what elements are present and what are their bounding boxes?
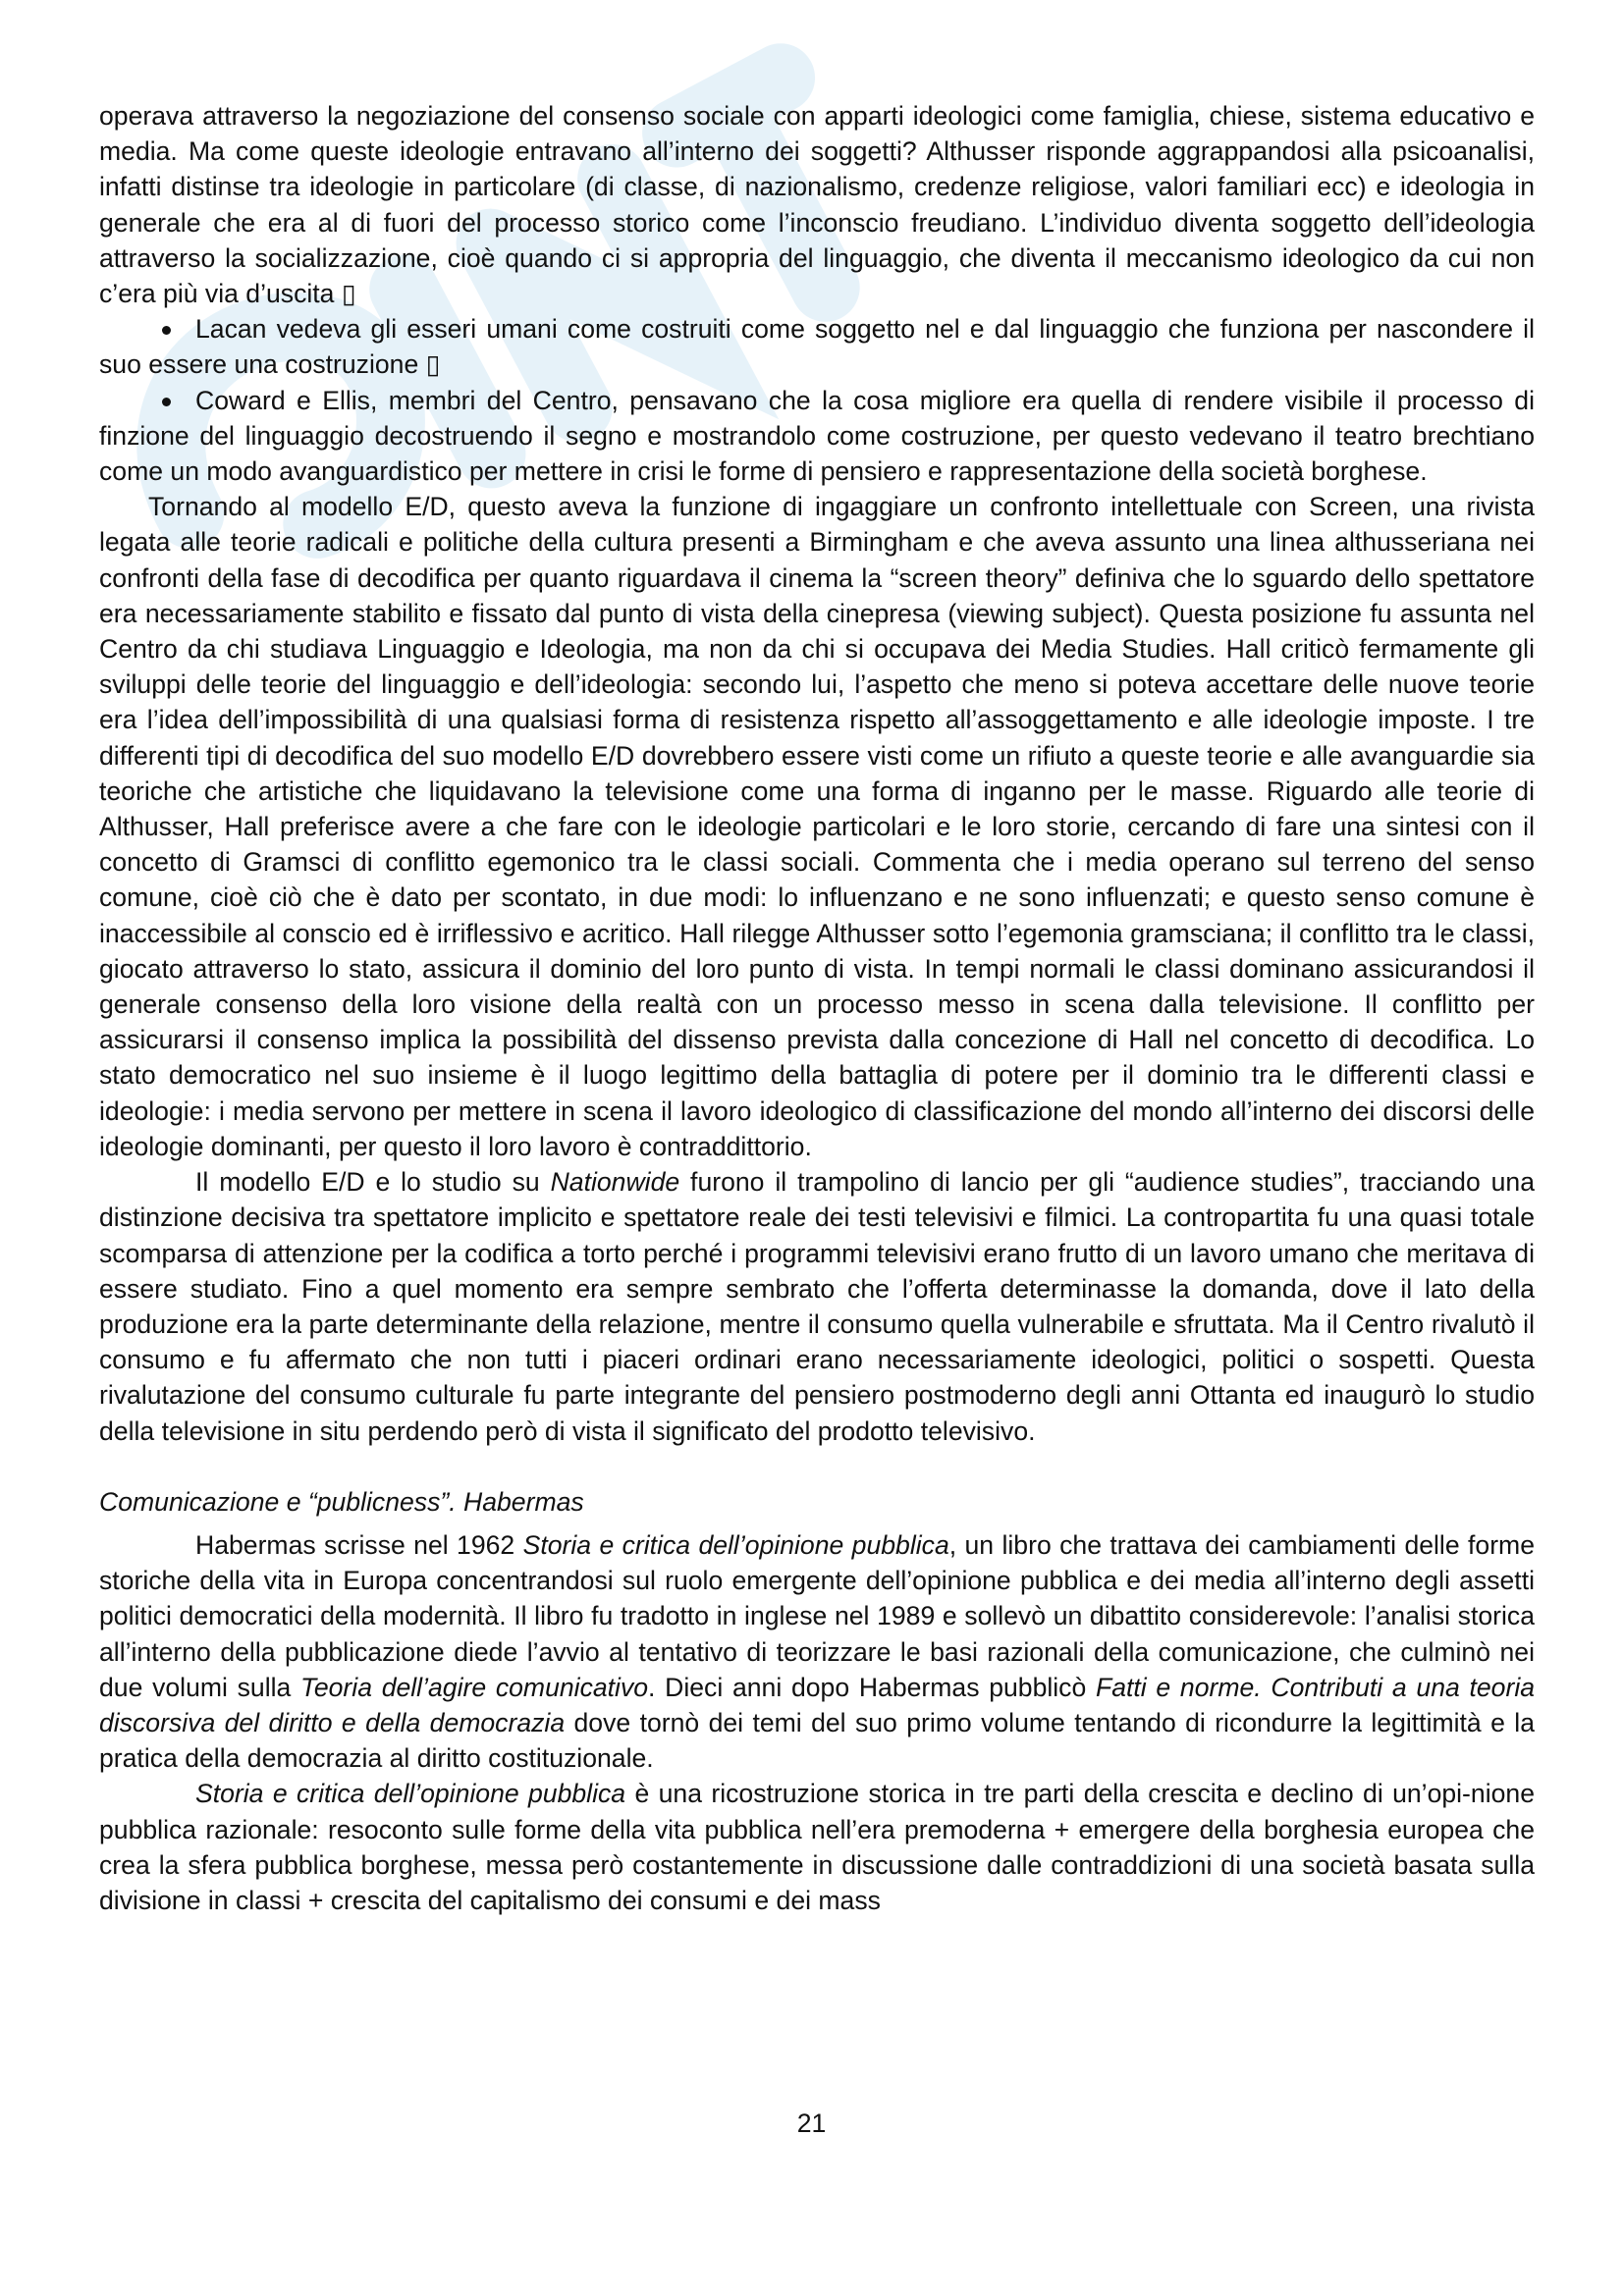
paragraph-storia-critica: Storia e critica dell’opinione pubblica è una ricostruzione storica in tre parti della crescita e declino di un’opi-nione pubblica razionale: resoconto sulle forme della vita pubblica nell’era premoderna + emergere della borghesia europea che crea la sfera pubblica borghese, messa però costantemente in discussione dalle contraddizioni di una società basata sulla divisione in classi + crescita del capitalismo dei consumi e dei mass	[99, 1779, 1535, 1915]
paragraph-habermas-intro: Habermas scrisse nel 1962 Storia e critica dell’opinione pubblica, un libro che trattava dei cambiamenti delle forme storiche della vita in Europa concentrandosi sul ruolo emergente dell’opinione pubblica e dei media all’interno degli assetti politici democratici della modernità. Il libro fu tradotto in inglese nel 1989 e sollevò un dibattito considerevole: l’analisi storica all’interno della pubblicazione diede l’avvio al tentativo di teorizzare le basi razionali della comunicazione, che culminò nei due volumi sulla Teoria dell’agire comunicativo. Dieci anni dopo Habermas pubblicò Fatti e norme. Contributi a una teoria discorsiva del diritto e della democrazia dove tornò dei temi del suo primo volume tentando di ricondurre la legittimità e la pratica della democrazia al diritto costituzionale.	[99, 1529, 1536, 1774]
paragraph-althusser: operava attraverso la negoziazione del consenso sociale con apparti ideologici come famiglia, chiese, sistema educativo e media. Ma come queste ideologie entravano all’interno dei soggetti? Althusser risponde aggrappandosi alla psicoanalisi, infatti distinse tra ideologie in particolare (di classe, di nazionalismo, credenze religiose, valori familiari ecc) e ideologia in generale che era al di fuori del processo storico come l’inconscio freudiano. L’individuo diventa soggetto dell’ideologia attraverso la socializzazione, cioè quando ci si appropria del linguaggio, che diventa il meccanismo ideologico da cui non c’era più via d’uscita ▯	[99, 101, 1535, 309]
page-number: 21	[796, 2109, 827, 2138]
arrow-glyph-icon: ▯	[341, 279, 356, 309]
bullet-icon	[162, 398, 171, 406]
document-body	[99, 98, 1535, 1918]
bullet-item-coward-ellis: Coward e Ellis, membri del Centro, pensavano che la cosa migliore era quella di rendere visibile il processo di finzione del linguaggio decostruendo il segno e mostrandolo come costruzione, per questo vedevano il teatro brechtiano come un modo avanguardistico per mettere in crisi le forme di pensiero e rappresentazione della società borghese.	[99, 385, 1535, 487]
bullet-item-lacan: Lacan vedeva gli esseri umani come costruiti come soggetto nel e dal linguaggio che funziona per nascondere il suo essere una costruzione ▯	[99, 314, 1535, 380]
paragraph-audience-studies: Il modello E/D e lo studio su Nationwide furono il trampolino di lancio per gli “audience studies”, tracciando una distinzione decisiva tra spettatore implicito e spettatore reale dei testi televisivi e filmici. La contropartita fu una quasi totale scomparsa di attenzione per la codifica a torto perché i programmi televisivi erano frutto di un lavoro umano che meritava di essere studiato. Fino a quel momento era sempre sembrato che l’offerta determinasse la domanda, dove il lato della produzione era la parte determinante della relazione, mentre il consumo quella vulnerabile e sfruttata. Ma il Centro rivalutò il consumo e fu affermato che non tutti i piaceri ordinari erano necessariamente ideologici, politici o sospetti. Questa rivalutazione del consumo culturale fu parte integrante del pensiero postmoderno degli anni Ottanta ed inaugurò lo studio della televisione in situ perdendo però di vista il significato del prodotto televisivo.	[99, 1167, 1535, 1446]
paragraph-modello-ed: Tornando al modello E/D, questo aveva la funzione di ingaggiare un confronto intellettuale con Screen, una rivista legata alle teorie radicali e politiche della cultura presenti a Birmingham e che aveva assunto una linea althusseriana nei confronti della fase di decodifica per quanto riguardava il cinema la “screen theory” definiva che lo sguardo dello spettatore era necessariamente stabilito e fissato dal punto di vista della cinepresa (viewing subject). Questa posizione fu assunta nel Centro da chi studiava Linguaggio e Ideologia, ma non da chi si occupava dei Media Studies. Hall criticò fermamente gli sviluppi delle teorie del linguaggio e dell’ideologia: secondo lui, l’aspetto che meno si poteva accettare delle nuove teorie era l’idea dell’impossibilità di una qualsiasi forma di resistenza rispetto all’assoggettamento e alle ideologie imposte. I tre differenti tipi di decodifica del suo modello E/D dovrebbero essere visti come un rifiuto a queste teorie e alle avanguardie sia teoriche che artistiche che liquidavano la televisione come una forma di inganno per le masse. Riguardo alle teorie di Althusser, Hall preferisce avere a che fare con le ideologie particolari e le loro storie, cercando di fare una sintesi con il concetto di Gramsci di conflitto egemonico tra le classi sociali. Commenta che i media operano sul terreno del senso comune, cioè ciò che è dato per scontato, in due modi: lo influenzano e ne sono influenzati; e questo senso comune è inaccessibile al conscio ed è irriflessivo e acritico. Hall rilegge Althusser sotto l’egemonia gramsciana; il conflitto tra le classi, giocato attraverso lo stato, assicura il dominio del loro punto di vista. In tempi normali le classi dominano assicurandosi il generale consenso della loro visione della realtà con un processo messo in scena dalla televisione. Il conflitto per assicurarsi il consenso implica la possibilità del dissenso prevista dalla concezione di Hall nel concetto di decodifica. Lo stato democratico nel suo insieme è il luogo legittimo della battaglia di potere per il dominio tra le differenti classi e ideologie: i media servono per mettere in scena il lavoro ideologico di classificazione del mondo all’interno dei discorsi delle ideologie dominanti, per questo il loro lavoro è contraddittorio.	[99, 492, 1535, 1161]
arrow-glyph-icon: ▯	[425, 349, 441, 380]
section-heading-habermas: Comunicazione e “publicness”. Habermas	[99, 1486, 584, 1517]
bullet-icon	[162, 326, 171, 335]
